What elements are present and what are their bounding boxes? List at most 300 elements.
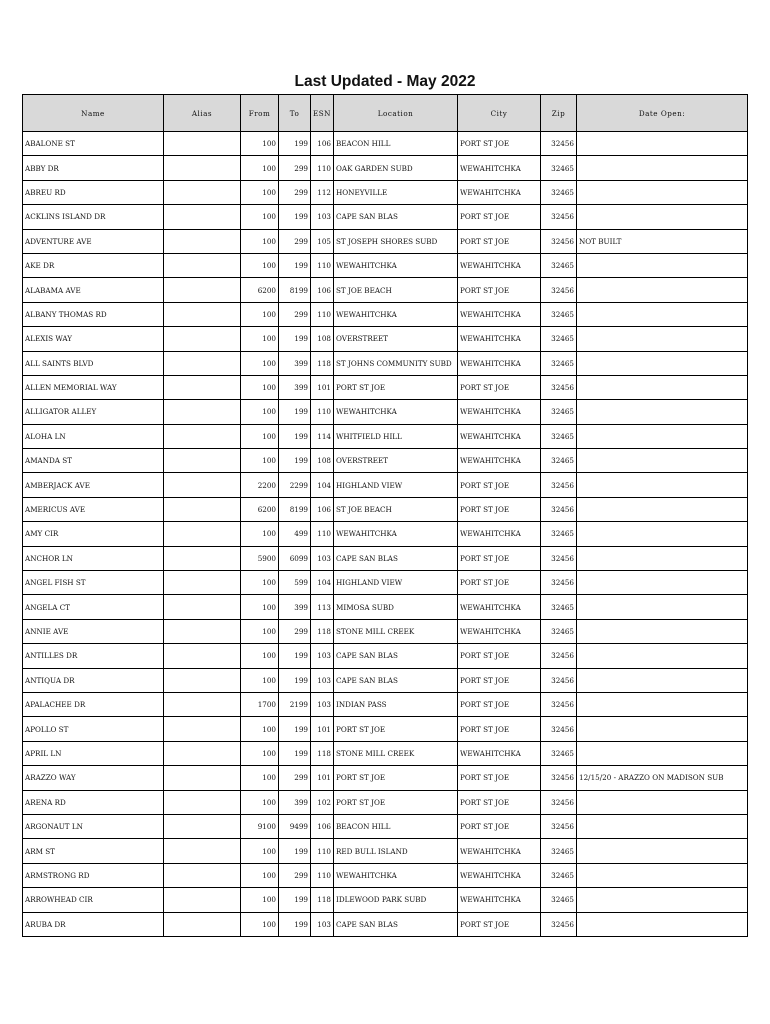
- cell-from: 100: [241, 595, 279, 619]
- cell-location: PORT ST JOE: [334, 790, 458, 814]
- cell-from: 100: [241, 888, 279, 912]
- cell-to: 199: [279, 717, 311, 741]
- cell-date-open: [577, 253, 748, 277]
- cell-alias: [164, 400, 241, 424]
- cell-date-open: [577, 717, 748, 741]
- cell-name: ABALONE ST: [23, 132, 164, 156]
- cell-from: 100: [241, 619, 279, 643]
- cell-zip: 32456: [541, 717, 577, 741]
- cell-esn: 101: [311, 766, 334, 790]
- cell-city: WEWAHITCHKA: [458, 863, 541, 887]
- cell-city: PORT ST JOE: [458, 668, 541, 692]
- cell-esn: 104: [311, 571, 334, 595]
- cell-esn: 103: [311, 546, 334, 570]
- table-row: [23, 253, 748, 277]
- cell-city: PORT ST JOE: [458, 814, 541, 838]
- cell-zip: 32456: [541, 229, 577, 253]
- cell-zip: 32456: [541, 546, 577, 570]
- cell-date-open: [577, 814, 748, 838]
- cell-esn: 118: [311, 619, 334, 643]
- cell-alias: [164, 692, 241, 716]
- page-title: Last Updated - May 2022: [294, 73, 476, 90]
- table-row: [23, 400, 748, 424]
- cell-city: WEWAHITCHKA: [458, 424, 541, 448]
- column-header-from: From: [241, 95, 279, 132]
- cell-alias: [164, 449, 241, 473]
- cell-alias: [164, 668, 241, 692]
- cell-esn: 103: [311, 644, 334, 668]
- cell-zip: 32465: [541, 522, 577, 546]
- cell-to: 199: [279, 253, 311, 277]
- cell-name: AMY CIR: [23, 522, 164, 546]
- cell-esn: 104: [311, 473, 334, 497]
- cell-esn: 110: [311, 156, 334, 180]
- cell-name: ARM ST: [23, 839, 164, 863]
- cell-date-open: [577, 497, 748, 521]
- cell-date-open: [577, 449, 748, 473]
- cell-name: ANCHOR LN: [23, 546, 164, 570]
- cell-to: 399: [279, 351, 311, 375]
- table-row: [23, 278, 748, 302]
- cell-location: BEACON HILL: [334, 132, 458, 156]
- cell-esn: 108: [311, 449, 334, 473]
- cell-alias: [164, 229, 241, 253]
- cell-zip: 32456: [541, 497, 577, 521]
- cell-date-open: [577, 351, 748, 375]
- cell-alias: [164, 327, 241, 351]
- cell-to: 399: [279, 595, 311, 619]
- cell-location: OVERSTREET: [334, 327, 458, 351]
- cell-location: WEWAHITCHKA: [334, 253, 458, 277]
- table-row: [23, 156, 748, 180]
- cell-alias: [164, 717, 241, 741]
- cell-alias: [164, 888, 241, 912]
- cell-name: ARENA RD: [23, 790, 164, 814]
- cell-name: ARAZZO WAY: [23, 766, 164, 790]
- cell-zip: 32456: [541, 668, 577, 692]
- column-header-alias: Alias: [164, 95, 241, 132]
- cell-location: INDIAN PASS: [334, 692, 458, 716]
- cell-esn: 101: [311, 375, 334, 399]
- cell-zip: 32456: [541, 278, 577, 302]
- cell-date-open: [577, 839, 748, 863]
- cell-date-open: [577, 327, 748, 351]
- cell-name: AMERICUS AVE: [23, 497, 164, 521]
- cell-name: ARROWHEAD CIR: [23, 888, 164, 912]
- cell-location: CAPE SAN BLAS: [334, 644, 458, 668]
- cell-from: 100: [241, 327, 279, 351]
- cell-zip: 32456: [541, 205, 577, 229]
- cell-zip: 32465: [541, 302, 577, 326]
- cell-location: PORT ST JOE: [334, 717, 458, 741]
- cell-name: ALOHA LN: [23, 424, 164, 448]
- cell-location: OVERSTREET: [334, 449, 458, 473]
- cell-location: CAPE SAN BLAS: [334, 912, 458, 936]
- cell-alias: [164, 253, 241, 277]
- table-row: [23, 546, 748, 570]
- table-row: [23, 132, 748, 156]
- cell-location: ST JOHNS COMMUNITY SUBD: [334, 351, 458, 375]
- cell-name: ARGONAUT LN: [23, 814, 164, 838]
- cell-date-open: [577, 205, 748, 229]
- cell-to: 399: [279, 375, 311, 399]
- cell-esn: 105: [311, 229, 334, 253]
- cell-zip: 32465: [541, 424, 577, 448]
- cell-zip: 32465: [541, 253, 577, 277]
- table-row: [23, 351, 748, 375]
- cell-location: HONEYVILLE: [334, 180, 458, 204]
- cell-city: WEWAHITCHKA: [458, 522, 541, 546]
- cell-from: 100: [241, 424, 279, 448]
- table-row: [23, 571, 748, 595]
- cell-city: PORT ST JOE: [458, 571, 541, 595]
- cell-zip: 32465: [541, 619, 577, 643]
- cell-city: WEWAHITCHKA: [458, 351, 541, 375]
- cell-alias: [164, 375, 241, 399]
- cell-city: PORT ST JOE: [458, 790, 541, 814]
- cell-to: 8199: [279, 278, 311, 302]
- cell-esn: 110: [311, 253, 334, 277]
- cell-alias: [164, 839, 241, 863]
- table-row: [23, 473, 748, 497]
- cell-name: ALBANY THOMAS RD: [23, 302, 164, 326]
- cell-date-open: [577, 375, 748, 399]
- cell-location: CAPE SAN BLAS: [334, 546, 458, 570]
- cell-esn: 112: [311, 180, 334, 204]
- street-address-table: [22, 94, 748, 937]
- cell-name: ANGEL FISH ST: [23, 571, 164, 595]
- column-header-zip: Zip: [541, 95, 577, 132]
- table-row: [23, 888, 748, 912]
- cell-zip: 32456: [541, 473, 577, 497]
- cell-location: OAK GARDEN SUBD: [334, 156, 458, 180]
- cell-name: AKE DR: [23, 253, 164, 277]
- cell-to: 199: [279, 205, 311, 229]
- cell-from: 6200: [241, 278, 279, 302]
- cell-alias: [164, 473, 241, 497]
- cell-to: 199: [279, 644, 311, 668]
- cell-from: 100: [241, 790, 279, 814]
- cell-city: PORT ST JOE: [458, 205, 541, 229]
- cell-to: 199: [279, 668, 311, 692]
- cell-zip: 32465: [541, 180, 577, 204]
- cell-city: WEWAHITCHKA: [458, 619, 541, 643]
- cell-to: 8199: [279, 497, 311, 521]
- cell-from: 100: [241, 156, 279, 180]
- cell-esn: 103: [311, 912, 334, 936]
- cell-to: 299: [279, 302, 311, 326]
- cell-esn: 110: [311, 839, 334, 863]
- cell-zip: 32465: [541, 156, 577, 180]
- cell-alias: [164, 741, 241, 765]
- cell-date-open: [577, 424, 748, 448]
- cell-alias: [164, 912, 241, 936]
- table-row: [23, 912, 748, 936]
- cell-to: 199: [279, 741, 311, 765]
- cell-esn: 103: [311, 668, 334, 692]
- table-row: [23, 180, 748, 204]
- cell-alias: [164, 302, 241, 326]
- cell-esn: 110: [311, 522, 334, 546]
- cell-esn: 106: [311, 814, 334, 838]
- cell-zip: 32465: [541, 839, 577, 863]
- cell-city: PORT ST JOE: [458, 912, 541, 936]
- table-row: [23, 790, 748, 814]
- cell-name: APALACHEE DR: [23, 692, 164, 716]
- cell-date-open: [577, 302, 748, 326]
- cell-city: WEWAHITCHKA: [458, 449, 541, 473]
- table-row: [23, 668, 748, 692]
- column-header-date-open: Date Open:: [577, 95, 748, 132]
- cell-location: PORT ST JOE: [334, 766, 458, 790]
- cell-date-open: [577, 619, 748, 643]
- table-row: [23, 814, 748, 838]
- cell-from: 100: [241, 375, 279, 399]
- cell-date-open: [577, 278, 748, 302]
- table-row: [23, 644, 748, 668]
- cell-zip: 32456: [541, 644, 577, 668]
- cell-zip: 32465: [541, 595, 577, 619]
- cell-name: ALLIGATOR ALLEY: [23, 400, 164, 424]
- cell-from: 100: [241, 571, 279, 595]
- cell-alias: [164, 424, 241, 448]
- cell-date-open: [577, 180, 748, 204]
- cell-city: PORT ST JOE: [458, 229, 541, 253]
- cell-date-open: [577, 863, 748, 887]
- cell-to: 299: [279, 619, 311, 643]
- cell-alias: [164, 522, 241, 546]
- cell-to: 199: [279, 327, 311, 351]
- table-row: [23, 302, 748, 326]
- cell-from: 100: [241, 766, 279, 790]
- cell-name: AMBERJACK AVE: [23, 473, 164, 497]
- cell-location: ST JOE BEACH: [334, 497, 458, 521]
- cell-to: 199: [279, 912, 311, 936]
- cell-esn: 106: [311, 278, 334, 302]
- cell-alias: [164, 205, 241, 229]
- cell-to: 199: [279, 132, 311, 156]
- cell-to: 399: [279, 790, 311, 814]
- cell-date-open: [577, 546, 748, 570]
- cell-zip: 32465: [541, 888, 577, 912]
- cell-name: APRIL LN: [23, 741, 164, 765]
- cell-city: WEWAHITCHKA: [458, 327, 541, 351]
- table-row: [23, 863, 748, 887]
- cell-alias: [164, 571, 241, 595]
- cell-esn: 118: [311, 351, 334, 375]
- cell-location: WEWAHITCHKA: [334, 863, 458, 887]
- cell-to: 199: [279, 400, 311, 424]
- cell-zip: 32456: [541, 692, 577, 716]
- cell-esn: 113: [311, 595, 334, 619]
- cell-date-open: [577, 668, 748, 692]
- table-header-row: [23, 95, 748, 132]
- table-row: [23, 522, 748, 546]
- cell-date-open: [577, 888, 748, 912]
- cell-city: PORT ST JOE: [458, 375, 541, 399]
- cell-zip: 32456: [541, 766, 577, 790]
- cell-esn: 108: [311, 327, 334, 351]
- cell-to: 299: [279, 229, 311, 253]
- table-row: [23, 595, 748, 619]
- cell-city: PORT ST JOE: [458, 132, 541, 156]
- table-row: [23, 497, 748, 521]
- cell-from: 100: [241, 180, 279, 204]
- cell-city: WEWAHITCHKA: [458, 741, 541, 765]
- cell-alias: [164, 766, 241, 790]
- cell-city: PORT ST JOE: [458, 546, 541, 570]
- cell-zip: 32465: [541, 449, 577, 473]
- cell-alias: [164, 814, 241, 838]
- cell-zip: 32456: [541, 814, 577, 838]
- cell-location: RED BULL ISLAND: [334, 839, 458, 863]
- cell-to: 299: [279, 180, 311, 204]
- cell-alias: [164, 790, 241, 814]
- cell-date-open: NOT BUILT: [577, 229, 748, 253]
- cell-date-open: [577, 522, 748, 546]
- cell-alias: [164, 546, 241, 570]
- cell-esn: 110: [311, 400, 334, 424]
- cell-from: 100: [241, 863, 279, 887]
- cell-location: STONE MILL CREEK: [334, 741, 458, 765]
- cell-alias: [164, 644, 241, 668]
- cell-esn: 110: [311, 863, 334, 887]
- table-row: [23, 229, 748, 253]
- table-row: [23, 424, 748, 448]
- cell-zip: 32465: [541, 863, 577, 887]
- cell-from: 100: [241, 132, 279, 156]
- cell-zip: 32465: [541, 327, 577, 351]
- column-header-esn: ESN: [311, 95, 334, 132]
- cell-name: ANNIE AVE: [23, 619, 164, 643]
- cell-location: CAPE SAN BLAS: [334, 205, 458, 229]
- cell-location: MIMOSA SUBD: [334, 595, 458, 619]
- cell-zip: 32465: [541, 400, 577, 424]
- cell-from: 100: [241, 253, 279, 277]
- cell-name: AMANDA ST: [23, 449, 164, 473]
- cell-from: 5900: [241, 546, 279, 570]
- cell-to: 599: [279, 571, 311, 595]
- cell-zip: 32465: [541, 351, 577, 375]
- cell-date-open: [577, 571, 748, 595]
- table-body: [23, 132, 748, 937]
- cell-from: 100: [241, 229, 279, 253]
- cell-from: 100: [241, 351, 279, 375]
- cell-esn: 114: [311, 424, 334, 448]
- cell-alias: [164, 619, 241, 643]
- cell-from: 1700: [241, 692, 279, 716]
- cell-zip: 32465: [541, 741, 577, 765]
- cell-esn: 106: [311, 497, 334, 521]
- cell-date-open: [577, 132, 748, 156]
- cell-date-open: [577, 156, 748, 180]
- cell-from: 6200: [241, 497, 279, 521]
- table-row: [23, 717, 748, 741]
- cell-location: CAPE SAN BLAS: [334, 668, 458, 692]
- cell-to: 2299: [279, 473, 311, 497]
- cell-esn: 110: [311, 302, 334, 326]
- cell-city: WEWAHITCHKA: [458, 400, 541, 424]
- cell-city: WEWAHITCHKA: [458, 888, 541, 912]
- cell-to: 2199: [279, 692, 311, 716]
- cell-name: ADVENTURE AVE: [23, 229, 164, 253]
- column-header-name: Name: [23, 95, 164, 132]
- cell-city: WEWAHITCHKA: [458, 595, 541, 619]
- cell-location: STONE MILL CREEK: [334, 619, 458, 643]
- cell-date-open: [577, 790, 748, 814]
- cell-from: 9100: [241, 814, 279, 838]
- cell-from: 100: [241, 717, 279, 741]
- cell-date-open: [577, 400, 748, 424]
- cell-to: 199: [279, 424, 311, 448]
- cell-city: WEWAHITCHKA: [458, 180, 541, 204]
- cell-name: ALL SAINTS BLVD: [23, 351, 164, 375]
- table-row: [23, 692, 748, 716]
- cell-from: 2200: [241, 473, 279, 497]
- cell-from: 100: [241, 205, 279, 229]
- cell-city: PORT ST JOE: [458, 278, 541, 302]
- cell-location: ST JOSEPH SHORES SUBD: [334, 229, 458, 253]
- cell-alias: [164, 863, 241, 887]
- cell-from: 100: [241, 644, 279, 668]
- cell-alias: [164, 497, 241, 521]
- cell-city: WEWAHITCHKA: [458, 302, 541, 326]
- cell-name: ARMSTRONG RD: [23, 863, 164, 887]
- cell-name: ALEXIS WAY: [23, 327, 164, 351]
- cell-location: WEWAHITCHKA: [334, 522, 458, 546]
- cell-zip: 32456: [541, 912, 577, 936]
- table-row: [23, 766, 748, 790]
- cell-from: 100: [241, 668, 279, 692]
- cell-to: 199: [279, 888, 311, 912]
- cell-name: ABBY DR: [23, 156, 164, 180]
- cell-location: WEWAHITCHKA: [334, 400, 458, 424]
- cell-from: 100: [241, 522, 279, 546]
- cell-from: 100: [241, 400, 279, 424]
- cell-esn: 103: [311, 205, 334, 229]
- cell-city: WEWAHITCHKA: [458, 839, 541, 863]
- cell-alias: [164, 595, 241, 619]
- cell-zip: 32456: [541, 790, 577, 814]
- cell-zip: 32456: [541, 375, 577, 399]
- cell-esn: 118: [311, 741, 334, 765]
- cell-date-open: [577, 644, 748, 668]
- cell-alias: [164, 180, 241, 204]
- cell-zip: 32456: [541, 132, 577, 156]
- cell-to: 6099: [279, 546, 311, 570]
- cell-to: 199: [279, 449, 311, 473]
- cell-esn: 102: [311, 790, 334, 814]
- cell-name: ANGELA CT: [23, 595, 164, 619]
- cell-from: 100: [241, 449, 279, 473]
- cell-date-open: 12/15/20 - ARAZZO ON MADISON SUB: [577, 766, 748, 790]
- table-row: [23, 449, 748, 473]
- cell-alias: [164, 278, 241, 302]
- cell-to: 299: [279, 156, 311, 180]
- cell-from: 100: [241, 302, 279, 326]
- cell-name: ARUBA DR: [23, 912, 164, 936]
- cell-name: ALABAMA AVE: [23, 278, 164, 302]
- cell-location: ST JOE BEACH: [334, 278, 458, 302]
- cell-to: 299: [279, 863, 311, 887]
- cell-city: PORT ST JOE: [458, 644, 541, 668]
- cell-location: BEACON HILL: [334, 814, 458, 838]
- cell-alias: [164, 132, 241, 156]
- column-header-city: City: [458, 95, 541, 132]
- cell-from: 100: [241, 839, 279, 863]
- cell-to: 9499: [279, 814, 311, 838]
- cell-esn: 106: [311, 132, 334, 156]
